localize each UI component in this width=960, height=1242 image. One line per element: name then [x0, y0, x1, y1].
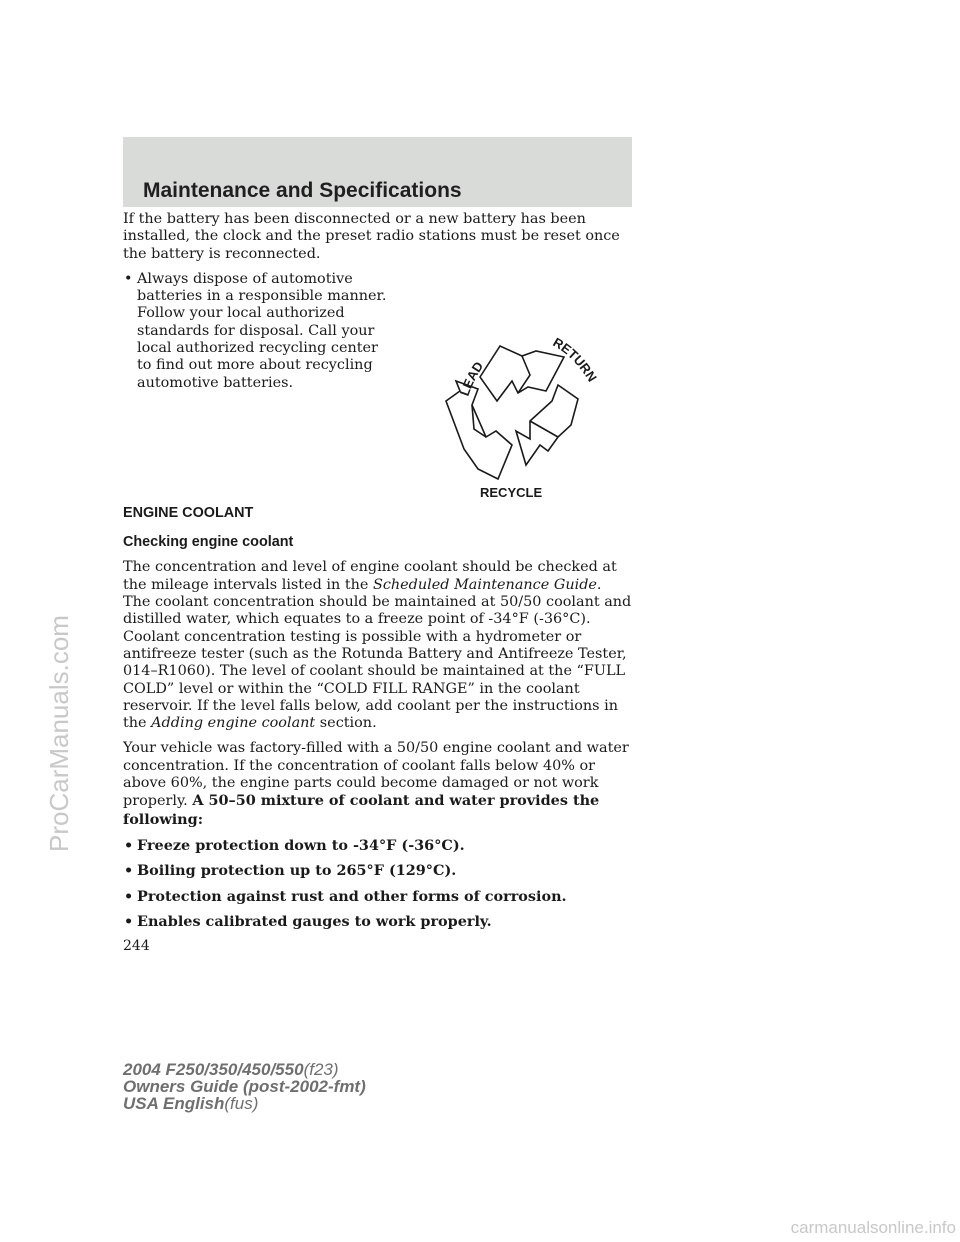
- coolant-benefit-item: [123, 913, 632, 930]
- bullet-dot: •: [124, 912, 134, 930]
- battery-disposal-text: Always dispose of automotive batteries in a responsible manner. Follow your local authorized standards for disposal. Call your local authorized recycling center to find out more about recycling automotive batteries.: [137, 270, 387, 391]
- footer-guide-line: [123, 1078, 366, 1095]
- footer-guide: Owners Guide (post-2002-fmt): [123, 1077, 366, 1096]
- footer-language-line: [123, 1095, 366, 1112]
- logo-label-recycle: RECYCLE: [480, 484, 543, 500]
- bullet-dot: •: [124, 887, 134, 905]
- coolant-text-2: . The coolant concentration should be maintained at 50/50 coolant and distilled water, which equates to a freeze point of -34°F (-36°C). Coolant concentration testing is possible with a hydrometer or antifreeze tester (such as the Rotunda Battery and Antifreeze Tester, 014–R1060). The level of coolant should be maintained at the “FULL COLD” level or within the “COLD FILL RANGE” in the coolant reservoir. If the level falls below, add coolant per the instructions in the: [123, 576, 632, 732]
- section-header-band: [123, 137, 632, 207]
- page-content: [123, 211, 632, 938]
- section-title: Maintenance and Specifications: [143, 179, 462, 202]
- mixture-bold-text: A 50–50 mixture of coolant and water provides the following:: [123, 792, 600, 828]
- page-number: 244: [123, 938, 150, 954]
- footer-model: 2004 F250/350/450/550: [123, 1060, 304, 1079]
- bullet-dot: •: [124, 270, 133, 287]
- bullet-dot: •: [124, 862, 134, 880]
- benefit-boiling-protection: Boiling protection up to 265°F (129°C).: [137, 862, 457, 880]
- benefit-corrosion-protection: Protection against rust and other forms of corrosion.: [137, 887, 567, 905]
- footer-language: USA English: [123, 1094, 225, 1113]
- scheduled-maintenance-guide-ref: Scheduled Maintenance Guide: [372, 576, 597, 593]
- coolant-text-1: The concentration and level of engine coolant should be checked at the mileage intervals listed in the: [123, 559, 617, 593]
- mixture-text: Your vehicle was factory-filled with a 50/50 engine coolant and water concentration. If the concentration of coolant falls below 40% or above 60%, the engine parts could become damaged or not work properly.: [123, 740, 629, 810]
- bullet-dot: •: [124, 836, 134, 854]
- battery-reset-note: If the battery has been disconnected or a new battery has been installed, the clock and the preset radio stations must be reset once the battery is reconnected.: [123, 211, 620, 262]
- benefit-calibrated-gauges: Enables calibrated gauges to work properly.: [137, 912, 492, 930]
- coolant-benefit-item: [123, 888, 632, 905]
- coolant-benefit-item: [123, 837, 632, 854]
- footer-model-line: [123, 1061, 366, 1078]
- footer-model-code: (f23): [303, 1060, 339, 1079]
- benefit-freeze-protection: Freeze protection down to -34°F (-36°C).: [137, 836, 465, 854]
- battery-disposal-bullet: [123, 271, 389, 392]
- side-watermark: ProCarManuals.com: [44, 615, 74, 852]
- checking-coolant-subheading: Checking engine coolant: [123, 534, 294, 551]
- coolant-check-paragraph: [123, 559, 632, 732]
- coolant-mixture-paragraph: [123, 740, 632, 828]
- document-footer: [123, 1061, 366, 1112]
- adding-engine-coolant-ref: Adding engine coolant: [151, 715, 316, 732]
- lead-recycle-logo: [426, 337, 604, 503]
- recycle-arrows-icon: [446, 346, 578, 479]
- coolant-text-3: section.: [315, 715, 377, 732]
- battery-disposal-block: [123, 270, 632, 500]
- coolant-benefit-item: [123, 862, 632, 879]
- corner-watermark: carmanualsonline.info: [790, 1218, 956, 1237]
- logo-label-return: RETURN: [550, 336, 600, 385]
- logo-label-lead: LEAD: [456, 358, 487, 398]
- footer-language-code: (fus): [224, 1094, 259, 1113]
- engine-coolant-heading: ENGINE COOLANT: [123, 504, 254, 521]
